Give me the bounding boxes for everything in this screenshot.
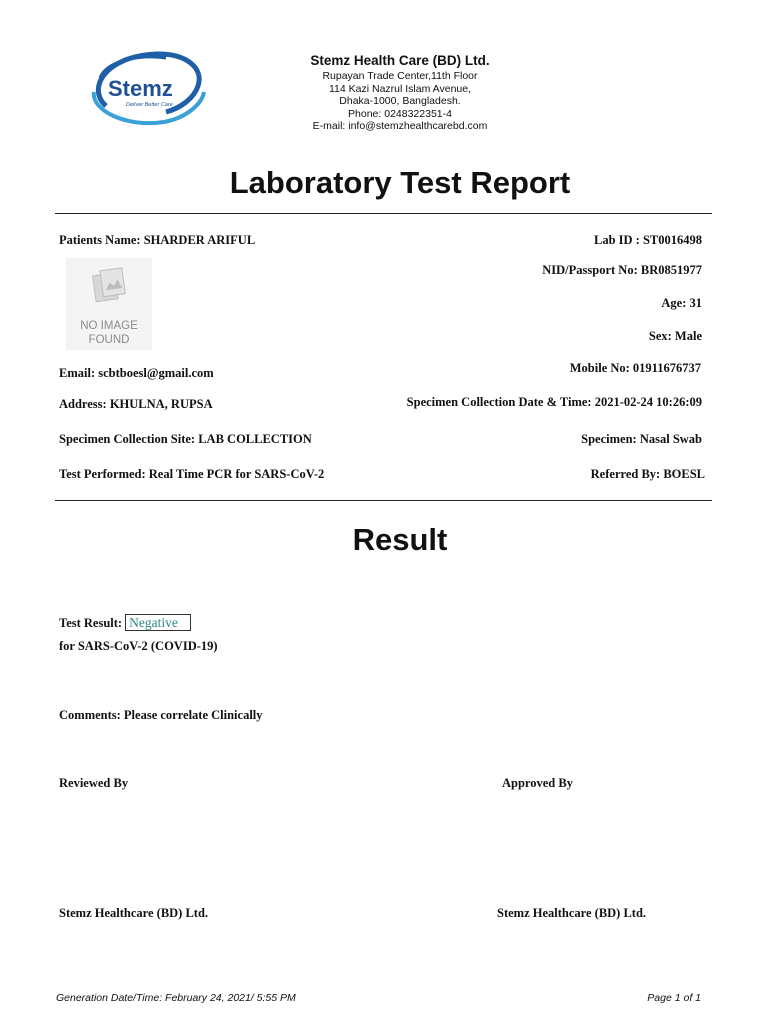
patient-email: Email: scbtboesl@gmail.com xyxy=(59,366,214,380)
patient-address: Address: KHULNA, RUPSA xyxy=(59,397,213,411)
comments: Comments: Please correlate Clinically xyxy=(59,708,263,722)
company-name: Stemz Health Care (BD) Ltd. xyxy=(310,53,490,68)
test-result xyxy=(59,614,191,631)
nid-passport: NID/Passport No: BR0851977 xyxy=(542,263,702,277)
divider xyxy=(55,213,712,214)
address-line: 114 Kazi Nazrul Islam Avenue, xyxy=(328,82,472,95)
specimen: Specimen: Nasal Swab xyxy=(581,432,702,446)
lab-id: Lab ID : ST0016498 xyxy=(593,233,702,247)
patient-mobile: Mobile No: 01911676737 xyxy=(569,361,701,375)
svg-text:Stemz: Stemz xyxy=(108,76,173,101)
test-result-value: Negative xyxy=(125,614,191,631)
patient-photo-placeholder xyxy=(66,258,152,350)
patient-sex: Sex: Male xyxy=(648,329,702,343)
reviewed-by: Reviewed By xyxy=(59,776,129,790)
svg-text:NO IMAGE: NO IMAGE xyxy=(80,320,138,332)
result-for: for SARS-CoV-2 (COVID-19) xyxy=(59,639,218,653)
test-performed: Test Performed: Real Time PCR for SARS-CoV-2 xyxy=(59,467,325,481)
company-info xyxy=(250,53,550,133)
approved-by: Approved By xyxy=(502,776,573,790)
svg-text:FOUND: FOUND xyxy=(88,334,130,346)
company-email: E-mail: info@stemzhealthcarebd.com xyxy=(312,120,488,132)
svg-text:Deliver Better Care: Deliver Better Care xyxy=(126,102,173,108)
company-logo xyxy=(86,48,206,130)
result-heading: Result xyxy=(352,522,448,557)
divider xyxy=(55,500,712,501)
page-number: Page 1 of 1 xyxy=(647,992,701,1004)
generation-datetime: Generation Date/Time: February 24, 2021/ 5:55 PM xyxy=(56,992,296,1004)
reviewer-org: Stemz Healthcare (BD) Ltd. xyxy=(59,906,209,920)
report-title: Laboratory Test Report xyxy=(229,165,571,200)
approver-org: Stemz Healthcare (BD) Ltd. xyxy=(497,906,647,920)
patient-name: Patients Name: SHARDER ARIFUL xyxy=(59,233,256,247)
address-line: Rupayan Trade Center,11th Floor xyxy=(322,70,478,82)
collection-datetime: Specimen Collection Date & Time: 2021-02-24 10:26:09 xyxy=(406,395,702,409)
patient-age: Age: 31 xyxy=(661,296,702,310)
collection-site: Specimen Collection Site: LAB COLLECTION xyxy=(59,432,312,446)
address-line: Dhaka-1000, Bangladesh. xyxy=(339,95,461,107)
company-phone: Phone: 0248322351-4 xyxy=(348,107,452,120)
referred-by: Referred By: BOESL xyxy=(590,467,705,481)
test-result-label: Test Result: xyxy=(59,616,123,630)
